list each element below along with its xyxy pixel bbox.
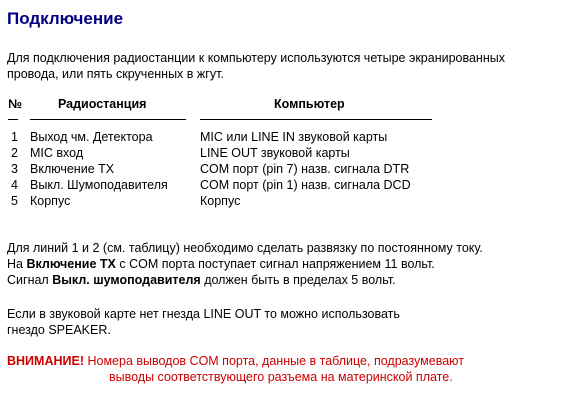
note-text: Сигнал	[7, 273, 53, 287]
radio-cell: Выкл. Шумоподавителя	[30, 178, 168, 192]
page-title: Подключение	[7, 9, 124, 28]
computer-cell: MIC или LINE IN звуковой карты	[200, 130, 388, 144]
warning-label: ВНИМАНИЕ!	[7, 354, 84, 368]
computer-cell: COM порт (pin 7) назв. сигнала DTR	[200, 162, 410, 176]
intro-line-2: провода, или пять скрученных в жгут.	[7, 67, 224, 81]
note-line	[7, 256, 585, 272]
row-number: 3	[11, 162, 18, 176]
table-row	[0, 161, 588, 177]
warning-text: Номера выводов COM порта, данные в таблице, подразумевают	[84, 354, 464, 368]
warning-text-continued: выводы соответствующего разъема на материнской плате.	[109, 370, 453, 384]
note-text: с COM порта поступает сигнал напряжением 11 вольт.	[115, 257, 435, 271]
note-line: Для линий 1 и 2 (см. таблицу) необходимо сделать развязку по постоянному току.	[7, 241, 483, 255]
table-row	[0, 177, 588, 193]
intro-paragraph	[7, 50, 585, 82]
row-number: 2	[11, 146, 18, 160]
table-row	[0, 129, 588, 145]
computer-cell: Корпус	[200, 194, 241, 208]
note-emphasis: Выкл. шумоподавителя	[52, 273, 201, 287]
computer-cell: LINE OUT звуковой карты	[200, 146, 350, 160]
note-text: должен быть в пределах 5 вольт.	[200, 273, 396, 287]
isolation-note	[7, 240, 585, 288]
column-divider-number	[8, 119, 18, 120]
column-header-radio: Радиостанция	[58, 97, 147, 111]
radio-cell: Корпус	[30, 194, 71, 208]
column-header-number: №	[8, 97, 22, 111]
table-row	[0, 145, 588, 161]
intro-line-1: Для подключения радиостанции к компьютеру используются четыре экранированных	[7, 51, 505, 65]
note-emphasis: Включение TX	[26, 257, 116, 271]
column-divider-computer	[200, 119, 432, 120]
radio-cell: Выход чм. Детектора	[30, 130, 153, 144]
note-line: гнездо SPEAKER.	[7, 323, 111, 337]
note-line	[7, 272, 585, 288]
line-out-note	[7, 306, 585, 338]
row-number: 5	[11, 194, 18, 208]
row-number: 4	[11, 178, 18, 192]
note-line: Если в звуковой карте нет гнезда LINE OUT то можно использовать	[7, 307, 400, 321]
computer-cell: COM порт (pin 1) назв. сигнала DCD	[200, 178, 411, 192]
radio-cell: Включение TX	[30, 162, 115, 176]
row-number: 1	[11, 130, 18, 144]
warning-block	[7, 353, 585, 385]
note-text: На	[7, 257, 27, 271]
column-divider-radio	[30, 119, 186, 120]
column-header-computer: Компьютер	[274, 97, 345, 111]
radio-cell: MIC вход	[30, 146, 84, 160]
table-row	[0, 193, 588, 209]
